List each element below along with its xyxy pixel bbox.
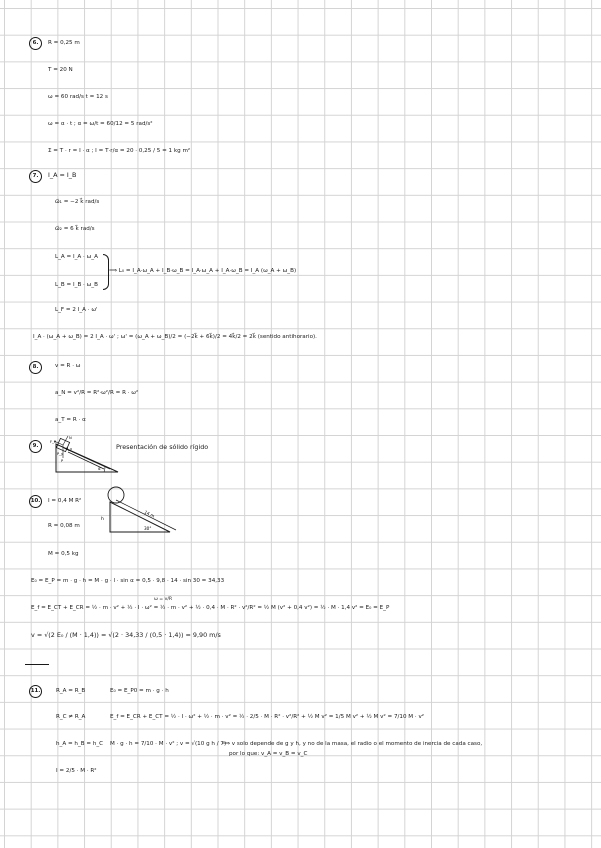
ex9-normal-arrow: [63, 436, 68, 445]
ex9-note: Presentación de sólido rígido: [116, 443, 209, 451]
ex10-radius: R = 0,08 m: [48, 523, 80, 529]
ex10-ball: [108, 487, 124, 503]
ex7-final-omega: I_A · (ω_A + ω_B) = 2 I_A · ω' ; ω' = (ω_A + ω_B)/2 = (−2k⃗ + 6k⃗)/2 = 4k⃗/2 = 2k⃗ (sentido antihorario).: [33, 334, 317, 340]
ex7-final-momentum: L_F = 2 I_A · ω': [55, 307, 98, 313]
exercise-6-number: 6.: [29, 37, 42, 50]
ex6-tension: T = 20 N: [48, 67, 73, 73]
ex9-label-fr: F_R: [50, 440, 57, 444]
ex8-velocity: v = R · ω: [55, 363, 81, 369]
ex10-label-length: 14 m: [143, 509, 156, 519]
ex10-omega-relation: ω = v/R: [154, 597, 173, 602]
exercise-9-number: 9.: [29, 440, 42, 453]
ex11-equal-heights: h_A = h_B = h_C: [56, 741, 104, 747]
ex10-inertia: I = 0,4 M R²: [48, 498, 82, 504]
ex10-label-angle: 30°: [144, 526, 152, 531]
ex9-label-alpha: α: [98, 466, 101, 471]
ex11-equal-radius: R_A = R_B: [56, 688, 86, 694]
ex10-final-energy: E_f = E_CT + E_CR = ½ · m · v² + ½ · I · ω² = ½ · m · v² + ½ · 0,4 · M · R² · v²/R² = ½ M (v² + 0,4 v²) = ½ · M · 1,4 v² = E₀ = E_P: [31, 605, 390, 611]
exercise-11-number: 11.: [29, 685, 42, 698]
ex6-moment-of-inertia: Σ = T · r = I · α ; I = T·r/α = 20 · 0,25 / 5 = 1 kg m²: [48, 148, 191, 154]
exercise-10-number: 10.: [29, 495, 42, 508]
ex8-tangential-acceleration: a_T = R · α: [55, 417, 86, 423]
ex11-conclusion-2: por lo que: v_A = v_B = v_C: [229, 751, 308, 757]
ex11-velocity-formula: M · g · h = 7/10 · M · v² ; v = √(10 g h / 7): [110, 741, 227, 747]
ex9-label-py: P_y: [57, 452, 64, 456]
ex6-angular-acceleration: ω = α · t ; α = ω/t = 60/12 = 5 rad/s²: [48, 121, 153, 127]
ex10-mass: M = 0,5 kg: [48, 551, 79, 557]
ex7-omega-2: ω⃗₂ = 6 k⃗ rad/s: [55, 226, 95, 232]
ex7-equal-inertia: I_A = I_B: [48, 171, 77, 179]
ex9-label-n: N: [69, 436, 72, 440]
ex6-omega-time: ω = 60 rad/s t = 12 s: [48, 94, 108, 100]
ex7-momentum-a: L_A = I_A · ω_A: [55, 254, 98, 260]
ex9-angle-arc: [104, 466, 105, 472]
exercise-7-number: 7.: [29, 170, 42, 183]
ex8-normal-acceleration: a_N = v²/R = R²·ω²/R = R · ω²: [55, 390, 139, 396]
ex6-radius: R = 0,25 m: [48, 40, 80, 46]
ex11-different-radius: R_C ≠ R_A: [56, 714, 86, 720]
ex10-initial-energy: E₀ = E_P = m · g · h = M · g · l · sin α = 0,5 · 9,8 · 14 · sin 30 = 34,33: [31, 578, 225, 584]
ex11-conclusion-1: ⟹ v solo depende de g y h, y no de la masa, el radio o el momento de inercia de cada caso,: [222, 741, 483, 747]
ex11-sphere-inertia: I = 2/5 · M · R²: [56, 768, 97, 774]
ex9-label-px: P_x: [66, 447, 73, 451]
section-divider: [25, 664, 49, 665]
ex10-velocity-result: v = √(2 E₀ / (M · 1,4)) = √(2 · 34,33 / (0,5 · 1,4)) = 9,90 m/s: [31, 631, 221, 639]
ex7-omega-1: ω⃗₁ = −2 k⃗ rad/s: [55, 199, 100, 205]
ex11-final-energy: E_f = E_CR + E_CT = ½ · I · ω² + ½ · m · v² = ½ · 2/5 · M · R² · v²/R² + ½ M v² = 1/5 M v² + ½ M v² = 7/10 M · v²: [110, 714, 425, 720]
ex10-label-h: h: [101, 517, 104, 522]
ex10-ramp-figure: [100, 486, 180, 536]
exercise-8-number: 8.: [29, 361, 42, 374]
ex7-initial-momentum: ⟹ L₀ = I_A·ω_A + I_B·ω_B = I_A·ω_A + I_A·ω_B = I_A (ω_A + ω_B): [109, 268, 297, 274]
ex10-ramp: [110, 502, 170, 532]
ex9-incline-figure: [50, 436, 124, 476]
ex7-momentum-b: L_B = I_B · ω_B: [55, 282, 98, 288]
ex9-hatch-1: [64, 448, 110, 469]
ex11-initial-energy: E₀ = E_P0 = m · g · h: [110, 688, 169, 694]
ex9-label-p: P: [61, 459, 64, 463]
